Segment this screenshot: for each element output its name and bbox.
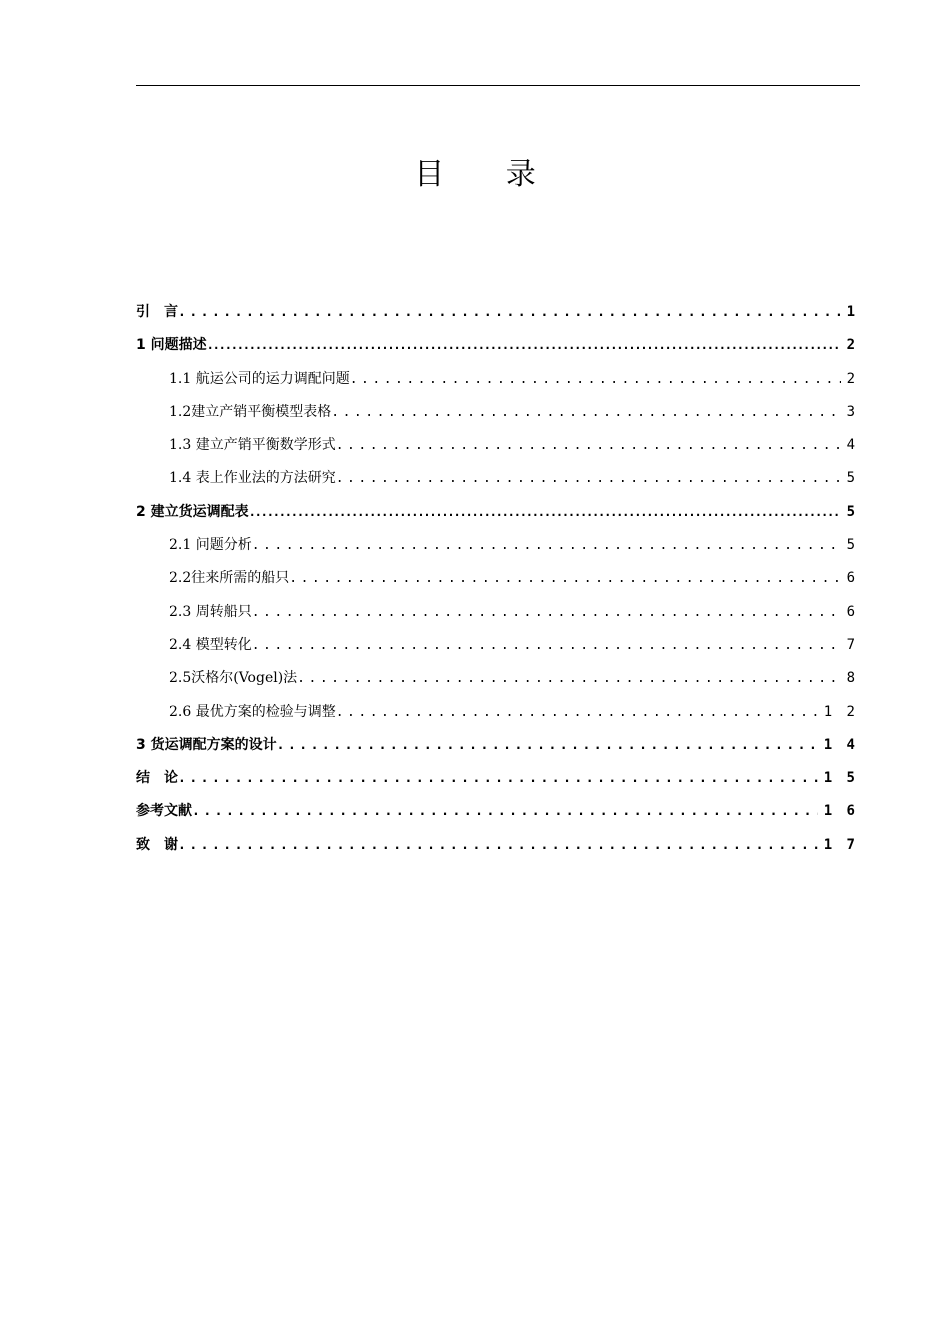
toc-entry-page-number: 2 (846, 337, 858, 354)
toc-entry-label: 2 建立货运调配表 (136, 503, 249, 520)
toc-entry[interactable] (136, 496, 858, 529)
toc-entry-label: 1.4 表上作业法的方法研究 (169, 470, 336, 487)
toc-entry-page-number: 5 (846, 503, 858, 520)
toc-entry-label: 2.3 周转船只 (169, 603, 252, 620)
toc-entry-label: 1.1 航运公司的运力调配问题 (169, 370, 350, 387)
toc-entry-page-number: 4 (846, 437, 858, 454)
toc-entry-page-number: 7 (846, 636, 858, 653)
toc-dot-leader (331, 396, 840, 429)
toc-entry-label: 结 论 (136, 770, 178, 787)
toc-entry-label: 参考文献 (136, 803, 192, 820)
toc-dot-leader (336, 696, 818, 729)
toc-entry-page-number: 1 4 (823, 736, 858, 753)
toc-dot-leader (178, 829, 818, 862)
toc-entry-label: 1.3 建立产销平衡数学形式 (169, 437, 336, 454)
toc-entry-label: 2.5沃格尔(Vogel)法 (169, 670, 298, 687)
toc-entry-label: 2.4 模型转化 (169, 636, 252, 653)
toc-entry-label: 2.1 问题分析 (169, 537, 252, 554)
toc-entry[interactable] (136, 829, 858, 862)
toc-entry[interactable] (136, 329, 858, 362)
toc-dot-leader (297, 662, 840, 695)
toc-entry[interactable] (136, 429, 858, 462)
toc-entry-label: 2.6 最优方案的检验与调整 (169, 703, 336, 720)
toc-dot-leader (249, 496, 841, 529)
toc-entry-label: 1.2建立产销平衡模型表格 (169, 403, 332, 420)
toc-entry-label: 3 货运调配方案的设计 (136, 736, 277, 753)
toc-dot-leader (252, 629, 841, 662)
toc-entry[interactable] (136, 795, 858, 828)
page-title: 目 录 (414, 157, 562, 192)
toc-entry-page-number: 3 (846, 403, 858, 420)
toc-dot-leader (178, 296, 841, 329)
toc-dot-leader (277, 729, 818, 762)
toc-entry-label: 致 谢 (136, 836, 178, 853)
toc-entry-page-number: 1 5 (823, 770, 858, 787)
toc-entry[interactable] (136, 662, 858, 695)
toc-entry-page-number: 8 (846, 670, 858, 687)
toc-dot-leader (252, 596, 841, 629)
toc-dot-leader (336, 462, 841, 495)
toc-entry-page-number: 6 (846, 603, 858, 620)
toc-entry[interactable] (136, 629, 858, 662)
toc-entry-page-number: 1 6 (823, 803, 858, 820)
toc-entry-label: 1 问题描述 (136, 337, 207, 354)
toc-entry-label: 引 言 (136, 304, 178, 320)
toc-dot-leader (252, 529, 841, 562)
toc-entry[interactable] (136, 462, 858, 495)
toc-entry[interactable] (136, 363, 858, 396)
toc-entry[interactable] (136, 729, 858, 762)
toc-dot-leader (336, 429, 841, 462)
toc-dot-leader (192, 795, 818, 828)
header-rule (136, 85, 860, 86)
toc-entry[interactable] (136, 696, 858, 729)
toc-entry-label: 2.2往来所需的船只 (169, 570, 290, 587)
toc-entry[interactable] (136, 529, 858, 562)
toc-dot-leader (350, 363, 841, 396)
toc-dot-leader (289, 562, 840, 595)
toc-entry-page-number: 5 (846, 470, 858, 487)
toc-entry[interactable] (136, 596, 858, 629)
toc-entry-page-number: 1 7 (823, 836, 858, 853)
toc-entry-page-number: 5 (846, 537, 858, 554)
toc-entry[interactable] (136, 562, 858, 595)
toc-entry-page-number: 1 (846, 304, 858, 320)
toc-entry[interactable] (136, 762, 858, 795)
toc-dot-leader (207, 329, 841, 362)
toc-entry[interactable] (136, 296, 858, 329)
toc-entry-page-number: 2 (846, 370, 858, 387)
toc-dot-leader (178, 762, 818, 795)
toc-entry[interactable] (136, 396, 858, 429)
toc-entry-page-number: 6 (846, 570, 858, 587)
toc-entry-page-number: 1 2 (823, 703, 858, 720)
table-of-contents (136, 296, 858, 862)
